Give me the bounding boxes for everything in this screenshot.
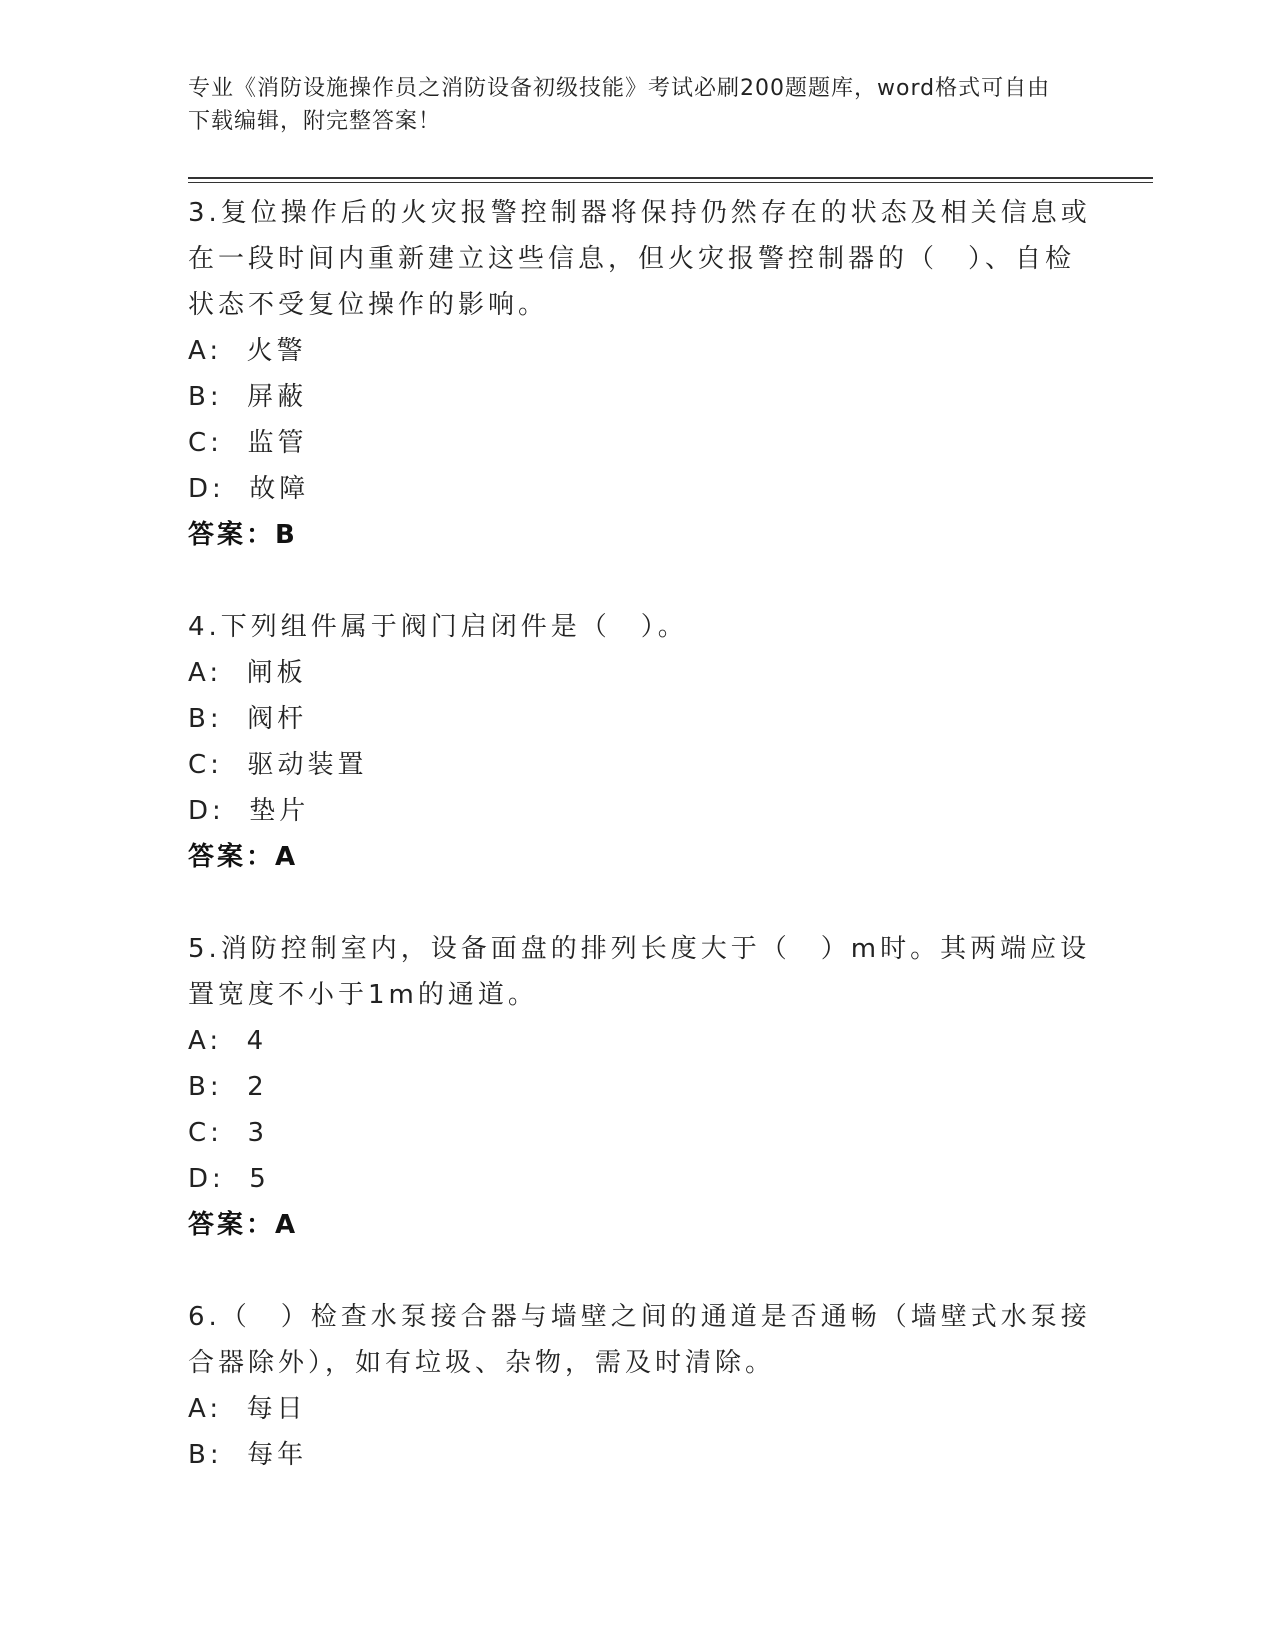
option-b: B: 屏蔽 bbox=[188, 382, 308, 412]
question-spacer bbox=[188, 558, 1093, 604]
question-stem: 5.消防控制室内，设备面盘的排列长度大于（ ）m时。其两端应设置宽度不小于1m的通道。 bbox=[188, 934, 1091, 1010]
question-3 bbox=[188, 190, 1093, 558]
option-b: B: 每年 bbox=[188, 1440, 308, 1470]
question-stem: 6.（ ）检查水泵接合器与墙壁之间的通道是否通畅（墙壁式水泵接合器除外），如有垃圾、杂物，需及时清除。 bbox=[188, 1302, 1091, 1378]
option-a: A: 每日 bbox=[188, 1394, 307, 1424]
question-5 bbox=[188, 926, 1093, 1248]
option-d: D: 故障 bbox=[188, 474, 310, 504]
option-d: D: 垫片 bbox=[188, 796, 310, 826]
question-list bbox=[188, 190, 1093, 1478]
question-4 bbox=[188, 604, 1093, 880]
document-intro: 专业《消防设施操作员之消防设备初级技能》考试必刷200题题库，word格式可自由下载编辑，附完整答案！ bbox=[188, 76, 1051, 134]
option-a: A: 闸板 bbox=[188, 658, 307, 688]
option-d: D: 5 bbox=[188, 1164, 270, 1194]
header-divider-thin bbox=[188, 182, 1153, 183]
question-6 bbox=[188, 1294, 1093, 1478]
question-spacer bbox=[188, 1248, 1093, 1294]
option-c: C: 3 bbox=[188, 1118, 268, 1148]
answer-line: 答案：A bbox=[188, 1210, 299, 1240]
answer-line: 答案：A bbox=[188, 842, 299, 872]
question-stem: 4.下列组件属于阀门启闭件是（ ）。 bbox=[188, 612, 688, 642]
header-divider-thick bbox=[188, 177, 1153, 179]
option-c: C: 监管 bbox=[188, 428, 308, 458]
option-b: B: 2 bbox=[188, 1072, 268, 1102]
option-a: A: 4 bbox=[188, 1026, 268, 1056]
option-b: B: 阀杆 bbox=[188, 704, 308, 734]
question-spacer bbox=[188, 880, 1093, 926]
option-a: A: 火警 bbox=[188, 336, 307, 366]
answer-line: 答案：B bbox=[188, 520, 298, 550]
option-c: C: 驱动装置 bbox=[188, 750, 368, 780]
question-stem: 3.复位操作后的火灾报警控制器将保持仍然存在的状态及相关信息或在一段时间内重新建立这些信息，但火灾报警控制器的（ ）、自检状态不受复位操作的影响。 bbox=[188, 198, 1091, 320]
